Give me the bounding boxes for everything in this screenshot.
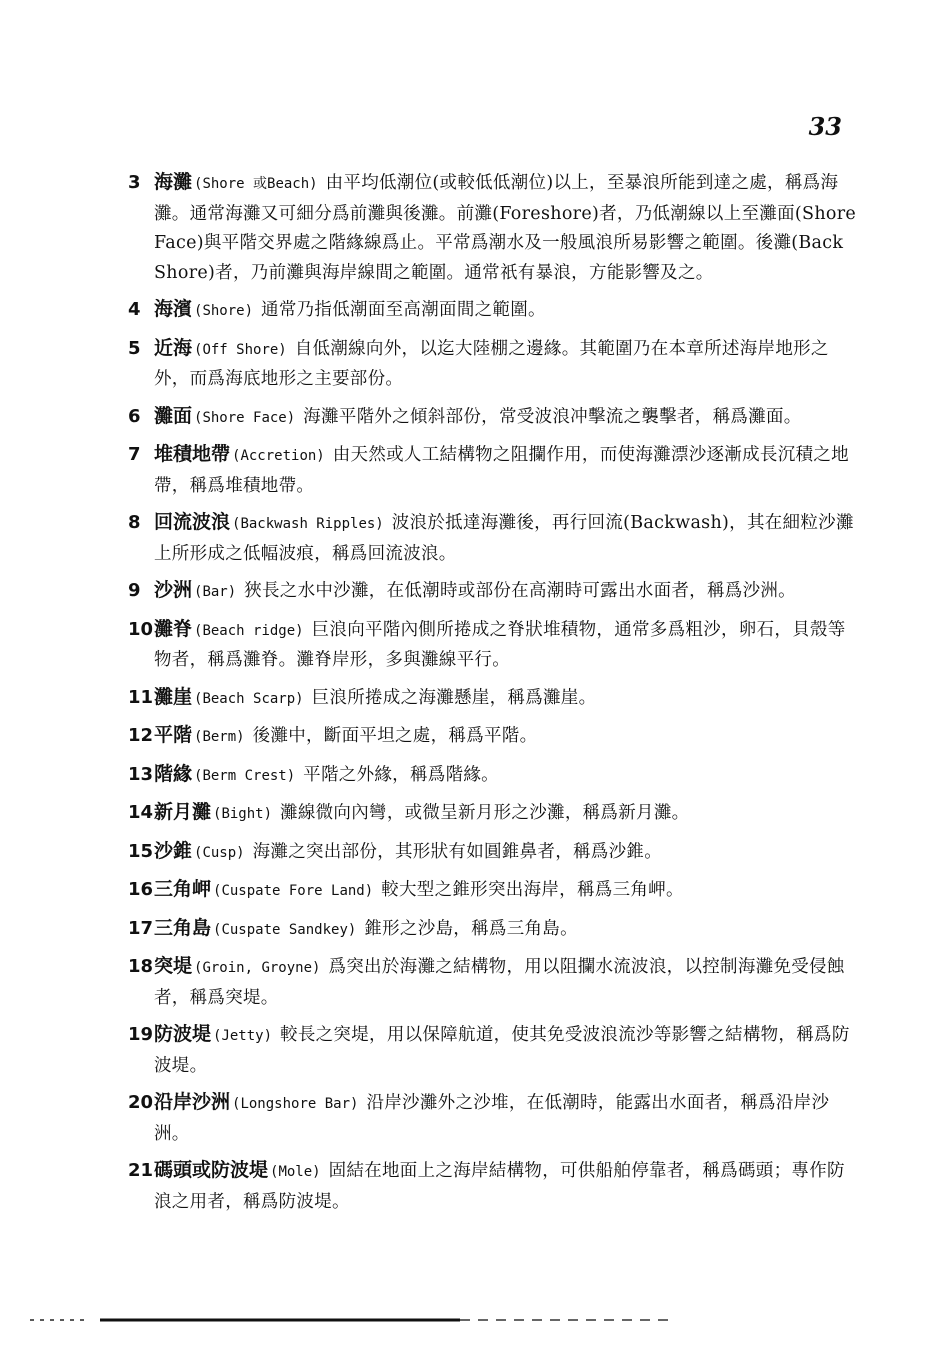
entry-definition: 波浪於抵達海灘後，再行回流(Backwash)，其在細粒沙灘上所形成之低幅波痕，稱爲回流波浪。	[154, 513, 854, 564]
entry-number: 8	[128, 512, 141, 533]
entry-term: 灘崖	[154, 685, 193, 708]
glossary-entry	[128, 295, 858, 327]
glossary-entry	[128, 576, 858, 608]
glossary-entry	[128, 334, 858, 395]
entry-term: 突堤	[154, 955, 193, 977]
entry-definition: 固結在地面上之海岸結構物，可供船舶停靠者，稱爲碼頭；專作防浪之用者，稱爲防波堤。	[154, 1161, 845, 1212]
entry-english-term: (Cuspate Sandkey)	[213, 921, 357, 938]
glossary-entry	[128, 168, 858, 288]
entry-number: 15	[128, 840, 154, 862]
glossary-entry	[128, 914, 858, 946]
entry-number: 6	[128, 405, 141, 427]
entry-english-term: (Shore Face)	[194, 409, 296, 426]
entry-english-term: (Cuspate Fore Land)	[213, 883, 374, 899]
entry-definition: 後灘中，斷面平坦之處，稱爲平階。	[252, 726, 538, 746]
entry-english-term: (Longshore Bar)	[232, 1096, 359, 1112]
entry-definition: 狹長之水中沙灘，在低潮時或部份在高潮時可露出水面者，稱爲沙洲。	[244, 581, 796, 601]
entry-term: 灘脊	[154, 617, 193, 640]
entry-english-term: (Groin, Groyne)	[194, 960, 321, 976]
glossary-entry	[128, 952, 858, 1013]
page-number: 33	[808, 112, 842, 141]
entry-definition: 較大型之錐形突出海岸，稱爲三角岬。	[381, 880, 684, 900]
entry-term: 海濱	[154, 298, 193, 320]
entry-english-term: (Off Shore)	[194, 341, 287, 358]
glossary-entry	[128, 721, 858, 753]
entry-number: 20	[128, 1092, 154, 1113]
entry-definition: 平階之外緣，稱爲階緣。	[303, 764, 499, 785]
glossary-entry	[128, 508, 858, 569]
glossary-entry	[128, 875, 858, 907]
entry-term: 碼頭或防波堤	[154, 1159, 269, 1181]
entry-term: 近海	[154, 336, 193, 359]
entry-term: 沙錐	[154, 839, 193, 862]
entry-number: 9	[128, 580, 141, 601]
glossary-entry	[128, 1088, 858, 1149]
glossary-entry	[128, 440, 858, 501]
entry-number: 14	[128, 802, 154, 823]
entry-english-term: (Accretion)	[232, 448, 325, 464]
entry-term: 三角岬	[154, 878, 212, 900]
entry-definition: 爲突出於海灘之結構物，用以阻攔水流波浪，以控制海灘免受侵蝕者，稱爲突堤。	[154, 957, 845, 1008]
entry-english-term: (Beach ridge)	[194, 622, 304, 639]
entry-number: 4	[128, 299, 141, 320]
entry-term: 防波堤	[154, 1023, 212, 1045]
glossary-entry	[128, 837, 858, 869]
entry-term: 階緣	[154, 762, 193, 785]
glossary-entry	[128, 615, 858, 676]
entry-number: 13	[128, 763, 154, 785]
entry-term: 回流波浪	[154, 511, 231, 533]
entry-definition: 由平均低潮位(或較低低潮位)以上，至暴浪所能到達之處，稱爲海灘。通常海灘又可細分爲前灘與後灘。前灘(Foreshore)者，乃低潮線以上至灘面(Shore Face)與平階交界處之階緣線爲止。平常爲潮水及一般風浪所易影響之範圍。後灘(Back Shore)者，乃前灘與海岸線間之範圍。通常祇有暴浪，方能影響及之。	[154, 173, 857, 283]
entry-definition: 通常乃指低潮面至高潮面間之範圍。	[261, 300, 546, 320]
entry-english-term: (Bight)	[213, 806, 273, 822]
entry-number: 16	[128, 879, 154, 900]
entry-number: 10	[128, 618, 154, 640]
entry-number: 12	[128, 725, 154, 746]
entry-number: 7	[128, 444, 141, 465]
entry-english-term: (Shore)	[194, 303, 254, 319]
entry-english-term: (Cusp)	[194, 844, 245, 861]
entry-definition: 巨浪向平階內側所捲成之脊狀堆積物，通常多爲粗沙，卵石，貝殼等物者，稱爲灘脊。灘脊岸形，多與灘線平行。	[154, 619, 846, 670]
entry-english-term: (Shore 或Beach)	[194, 176, 318, 192]
entry-term: 海灘	[154, 171, 193, 193]
entry-number: 3	[128, 172, 141, 193]
entry-english-term: (Jetty)	[213, 1028, 273, 1044]
glossary-entry	[128, 760, 858, 792]
entry-english-term: (Bar)	[194, 584, 237, 600]
entry-number: 5	[128, 337, 141, 359]
entry-english-term: (Berm Crest)	[194, 767, 296, 784]
entry-term: 新月灘	[154, 801, 212, 823]
glossary-entry	[128, 798, 858, 830]
entry-term: 沿岸沙洲	[154, 1091, 231, 1113]
glossary-entry	[128, 1020, 858, 1081]
glossary-entry	[128, 402, 858, 434]
entry-definition: 錐形之沙島，稱爲三角島。	[364, 918, 578, 939]
entry-english-term: (Mole)	[270, 1164, 321, 1180]
entry-definition: 海灘平階外之傾斜部份，常受波浪冲擊流之襲擊者，稱爲灘面。	[303, 406, 802, 427]
entry-number: 11	[128, 686, 154, 708]
entry-number: 17	[128, 917, 154, 939]
entry-english-term: (Berm)	[194, 729, 245, 745]
entry-definition: 沿岸沙灘外之沙堆，在低潮時，能露出水面者，稱爲沿岸沙洲。	[154, 1093, 830, 1144]
footer-rule	[30, 1318, 670, 1322]
entry-number: 18	[128, 956, 154, 977]
entry-english-term: (Beach Scarp)	[194, 690, 304, 707]
entry-definition: 較長之突堤，用以保障航道，使其免受波浪流沙等影響之結構物，稱爲防波堤。	[154, 1025, 850, 1076]
entry-term: 堆積地帶	[154, 443, 231, 465]
entry-english-term: (Backwash Ripples)	[232, 516, 384, 532]
entry-definition: 由天然或人工結構物之阻攔作用，而使海灘漂沙逐漸成長沉積之地帶，稱爲堆積地帶。	[154, 445, 849, 496]
glossary-entry	[128, 683, 858, 715]
entry-definition: 巨浪所捲成之海灘懸崖，稱爲灘崖。	[311, 687, 597, 708]
entry-definition: 海灘之突出部份，其形狀有如圓錐鼻者，稱爲沙錐。	[252, 841, 662, 862]
entry-number: 21	[128, 1160, 154, 1181]
entry-term: 平階	[154, 724, 193, 746]
entry-term: 沙洲	[154, 579, 193, 601]
entry-definition: 灘線微向內彎，或微呈新月形之沙灘，稱爲新月灘。	[280, 803, 690, 823]
entry-term: 三角島	[154, 916, 212, 939]
entry-number: 19	[128, 1024, 154, 1045]
glossary-entry	[128, 1156, 858, 1217]
entry-definition: 自低潮線向外，以迄大陸棚之邊緣。其範圍乃在本章所述海岸地形之外，而爲海底地形之主要部份。	[154, 338, 829, 389]
glossary-list	[128, 168, 858, 1224]
entry-term: 灘面	[154, 404, 193, 427]
